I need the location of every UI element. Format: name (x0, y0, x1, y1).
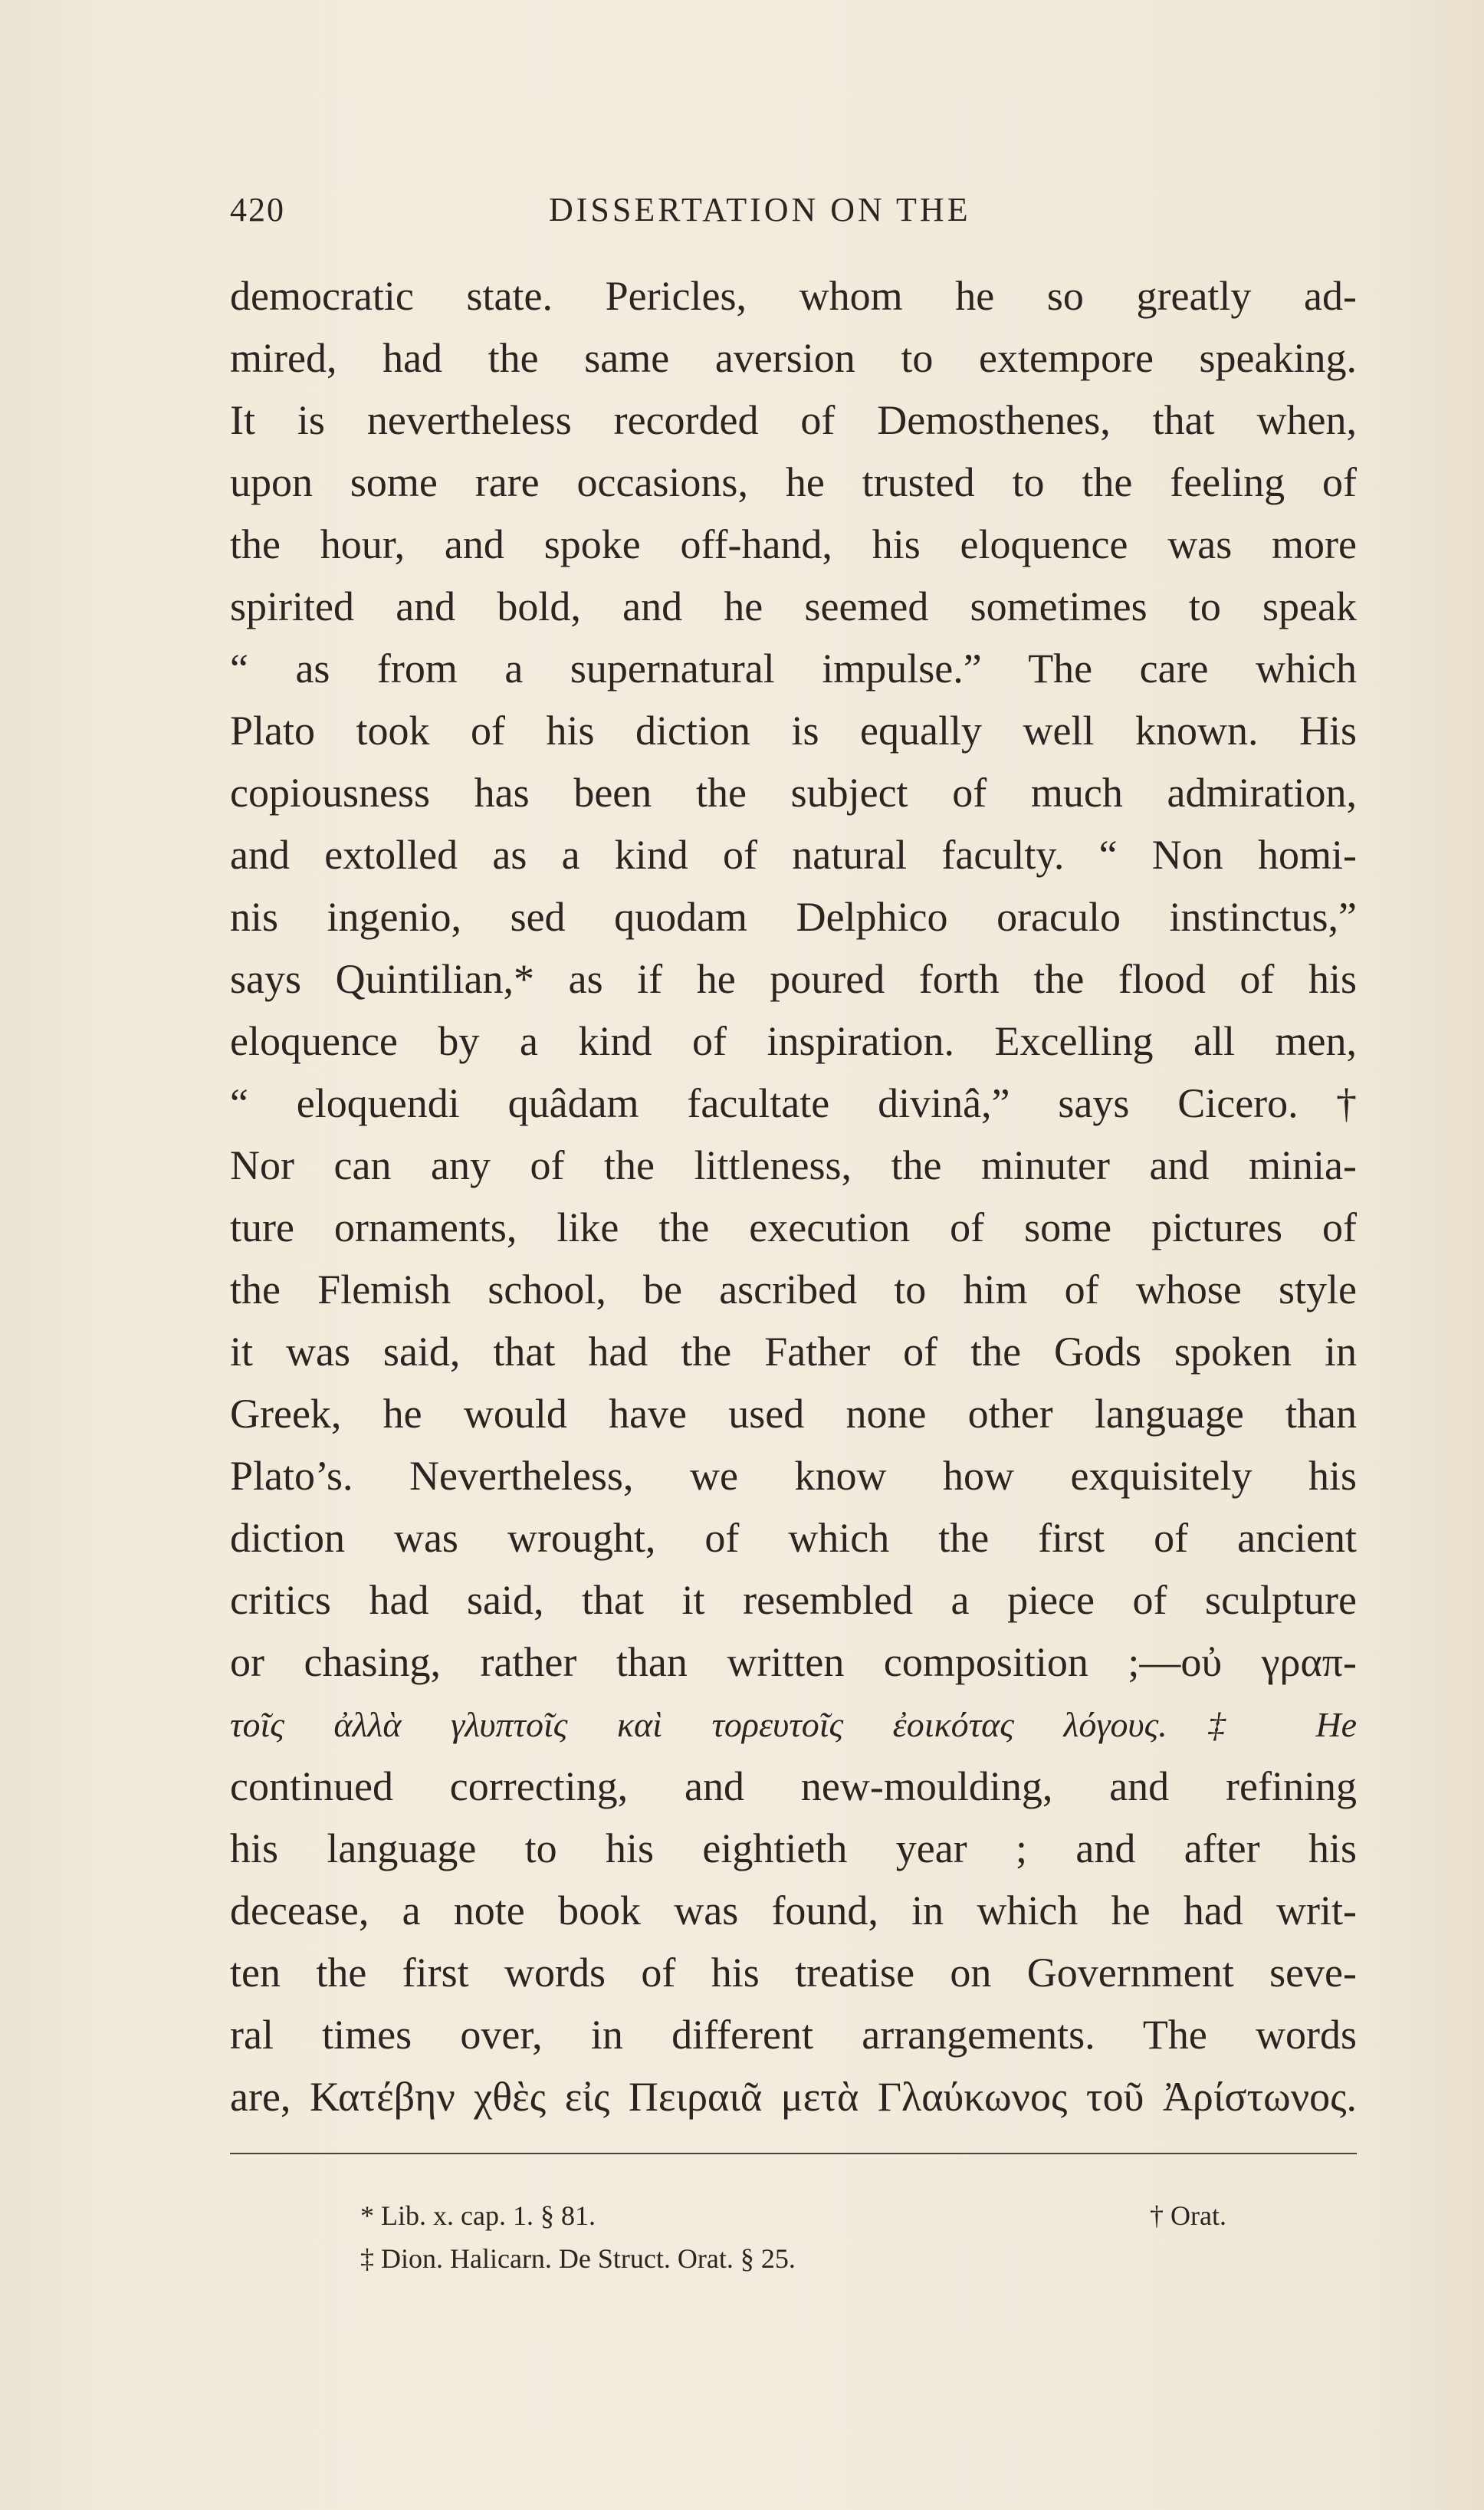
text-line: mired, had the same aversion to extempore speaking. (230, 335, 1357, 381)
footnote-row (360, 2237, 1226, 2280)
text-line: Nor can any of the littleness, the minuter and minia- (230, 1142, 1357, 1188)
footnote-dionysius: ‡ Dion. Halicarn. De Struct. Orat. § 25. (360, 2243, 796, 2274)
text-line: copiousness has been the subject of much admiration, (230, 770, 1357, 816)
footnote-quintilian: * Lib. x. cap. 1. § 81. (360, 2200, 596, 2231)
text-line: critics had said, that it resembled a piece of sculpture (230, 1577, 1357, 1623)
text-line: ten the first words of his treatise on Government seve- (230, 1950, 1357, 1996)
text-line: says Quintilian,* as if he poured forth the flood of his (230, 956, 1357, 1002)
text-line: Plato’s. Nevertheless, we know how exquisitely his (230, 1453, 1357, 1499)
text-line: the hour, and spoke off-hand, his eloquence was more (230, 521, 1357, 567)
footnotes (360, 2194, 1226, 2280)
footnote-divider (230, 2153, 1357, 2154)
text-line: Greek, he would have used none other language than (230, 1391, 1357, 1437)
footnote-cicero: † Orat. (1150, 2200, 1226, 2231)
text-line: his language to his eightieth year ; and after his (230, 1825, 1357, 1871)
text-line: democratic state. Pericles, whom he so greatly ad- (230, 273, 1357, 319)
text-line: continued correcting, and new-moulding, and refining (230, 1763, 1357, 1809)
text-line: “ as from a supernatural impulse.” The care which (230, 646, 1357, 692)
page-number: 420 (230, 191, 285, 228)
text-line: decease, a note book was found, in which he had writ- (230, 1887, 1357, 1933)
body-text (230, 265, 1357, 2128)
text-line: nis ingenio, sed quodam Delphico oraculo instinctus,” (230, 894, 1357, 940)
text-line: or chasing, rather than written composition ;—οὐ γραπ- (230, 1639, 1357, 1685)
greek-quote-line: τοῖς ἀλλὰ γλυπτοῖς καὶ τορευτοῖς ἐοικότας λόγους.‡ He (230, 1705, 1357, 1744)
text-line: the Flemish school, be ascribed to him of whose style (230, 1266, 1357, 1312)
text-line: “ eloquendi quâdam facultate divinâ,” says Cicero.† (230, 1080, 1357, 1126)
text-line: eloquence by a kind of inspiration. Excelling all men, (230, 1018, 1357, 1064)
text-line: it was said, that had the Father of the Gods spoken in (230, 1329, 1357, 1375)
text-line: and extolled as a kind of natural faculty. “ Non homi- (230, 832, 1357, 878)
text-line: ture ornaments, like the execution of some pictures of (230, 1204, 1357, 1250)
text-line: It is nevertheless recorded of Demosthenes, that when, (230, 397, 1357, 443)
running-head: DISSERTATION ON THE (549, 191, 971, 228)
text-line: diction was wrought, of which the first of ancient (230, 1515, 1357, 1561)
greek-text-line: are, Κατέβην χθὲς εἰς Πειραιᾶ μετὰ Γλαύκωνος τοῦ Ἀρίστωνος. (230, 2074, 1357, 2120)
text-line: Plato took of his diction is equally well known. His (230, 708, 1357, 754)
text-line: spirited and bold, and he seemed sometimes to speak (230, 583, 1357, 629)
footnote-row (360, 2194, 1226, 2237)
text-line: upon some rare occasions, he trusted to the feeling of (230, 459, 1357, 505)
text-line: ral times over, in different arrangements. The words (230, 2012, 1357, 2058)
page-header (230, 190, 1395, 236)
